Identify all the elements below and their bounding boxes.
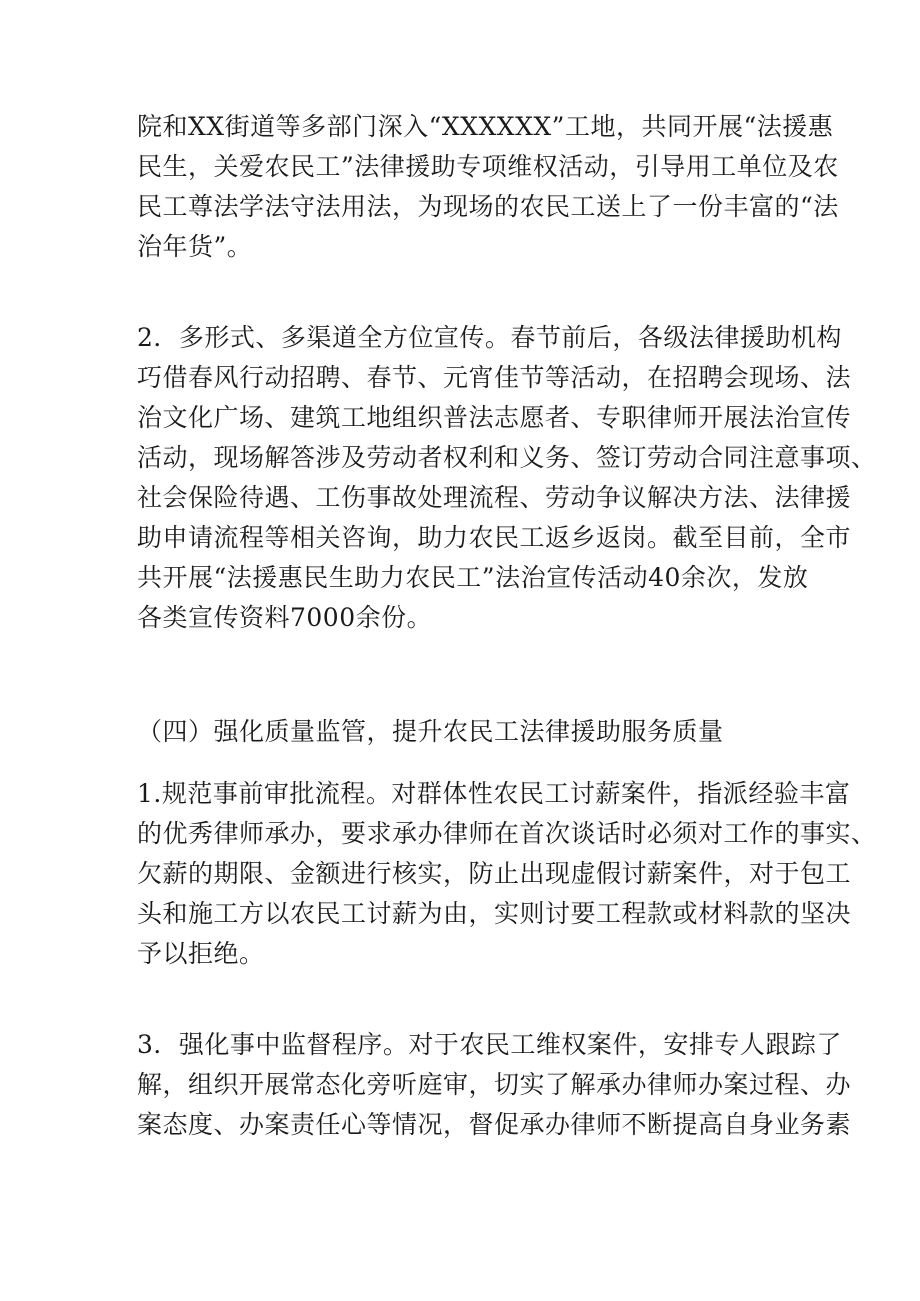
section-heading: （四）强化质量监管，提升农民工法律援助服务质量 [137, 717, 724, 746]
text-line: 活动，现场解答涉及劳动者权利和义务、签订劳动合同注意事项、 [137, 443, 877, 472]
text-line: 共开展“法援惠民生助力农民工”法治宣传活动40余次，发放 [137, 563, 809, 592]
text-line: 头和施工方以农民工讨薪为由，实则讨要工程款或材料款的坚决 [137, 899, 852, 928]
text-line: 助申请流程等相关咨询，助力农民工返乡返岗。截至目前，全市 [137, 523, 852, 552]
text-line: 民生，关爱农民工”法律援助专项维权活动，引导用工单位及农 [137, 152, 839, 181]
text-line: 的优秀律师承办，要求承办律师在首次谈话时必须对工作的事实、 [137, 819, 877, 848]
text-line: 欠薪的期限、金额进行核实，防止出现虚假讨薪案件，对于包工 [137, 859, 852, 888]
text-line: 治年货”。 [137, 232, 253, 261]
text-line: 院和XX街道等多部门深入“XXXXXX”工地，共同开展“法援惠 [137, 112, 834, 141]
paragraph-activity-continuation [137, 107, 839, 267]
section-heading-quality-supervision [137, 712, 787, 752]
text-line: 各类宣传资料7000余份。 [137, 603, 433, 632]
paragraph-pre-approval-process [137, 774, 877, 974]
paragraph-in-process-supervision [137, 1025, 852, 1145]
text-line: 民工尊法学法守法用法，为现场的农民工送上了一份丰富的“法 [137, 192, 839, 221]
paragraph-multichannel-publicity [137, 318, 877, 638]
text-line: 社会保险待遇、工伤事故处理流程、劳动争议解决方法、法律援 [137, 483, 852, 512]
text-line: 予以拒绝。 [137, 939, 265, 968]
text-line: 3．强化事中监督程序。对于农民工维权案件，安排专人跟踪了 [137, 1030, 842, 1059]
text-line: 2．多形式、多渠道全方位宣传。春节前后，各级法律援助机构 [137, 323, 842, 352]
text-line: 巧借春风行动招聘、春节、元宵佳节等活动，在招聘会现场、法 [137, 363, 852, 392]
text-line: 1.规范事前审批流程。对群体性农民工讨薪案件，指派经验丰富 [137, 779, 851, 808]
text-line: 解，组织开展常态化旁听庭审，切实了解承办律师办案过程、办 [137, 1070, 852, 1099]
text-line: 案态度、办案责任心等情况，督促承办律师不断提高自身业务素 [137, 1110, 852, 1139]
text-line: 治文化广场、建筑工地组织普法志愿者、专职律师开展法治宣传 [137, 403, 852, 432]
